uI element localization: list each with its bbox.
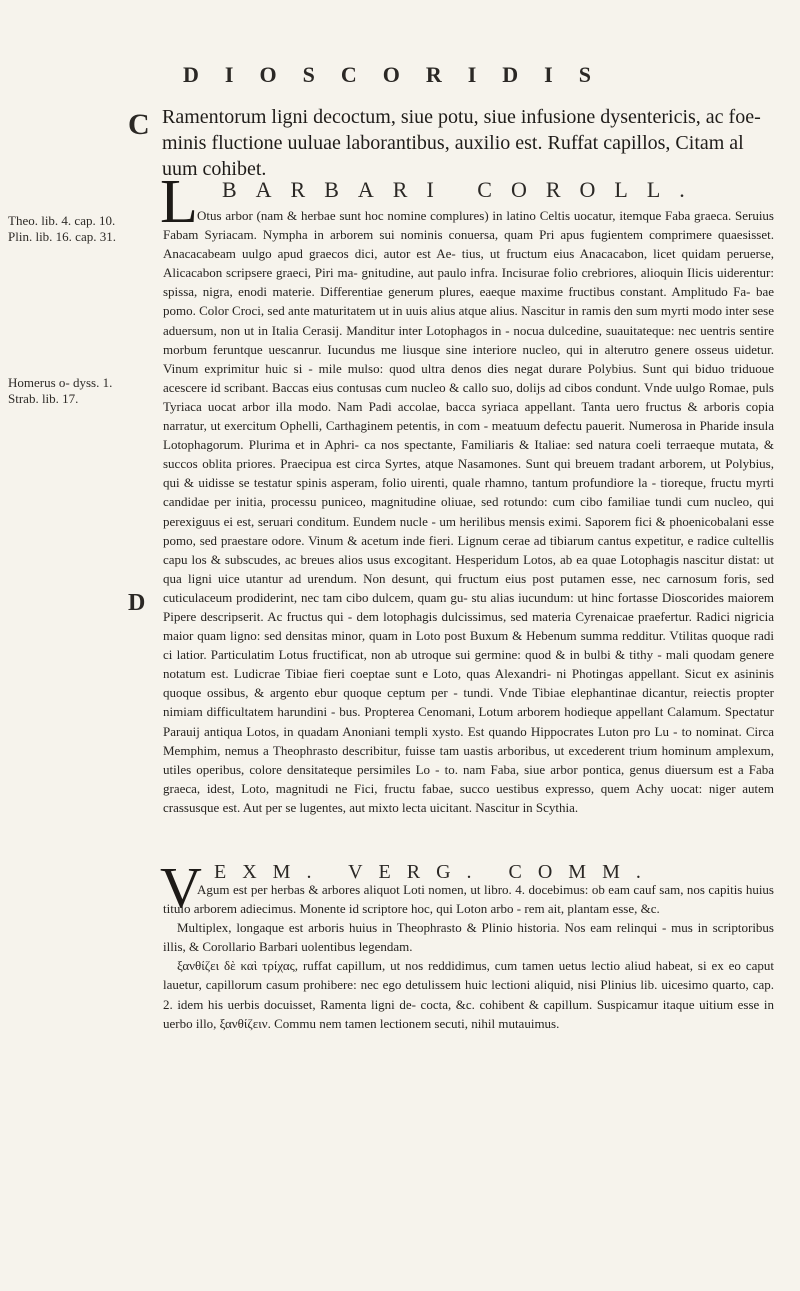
running-head: DIOSCORIDIS (183, 62, 617, 87)
margin-note-homerus: Homerus o- dyss. 1. Strab. lib. 17. (8, 375, 113, 406)
drop-cap-v: V (160, 855, 202, 920)
exm-commentary (163, 880, 774, 1033)
exm-heading: EXM. VERG. COMM. (214, 861, 657, 883)
intro-paragraph: Ramentorum ligni decoctum, siue potu, siue infusione dysentericis, ac foe- minis fluctione uuluae laborantibus, auxilio est. Ruffat capillos, Citam al uum cohibet. (162, 106, 761, 180)
exm-paragraph-1: Agum est per herbas & arbores aliquot Loti nomen, ut libro. 4. docebimus: ob eam cauf sam, nos capitis huius titulo arborem adiecimus. Monente id scriptore hoc, qui Loton arbo - rem ait, plantam esse, &c. (163, 882, 774, 917)
exm-paragraph-3: ξανθίζει δὲ καὶ τρίχας, ruffat capillum, ut nos reddidimus, cum tamen uetus lectio aliud habeat, si ex eo caput lauetur, capillorum casum prohibere: nec ego detulissem huic lectioni aliquid, nisi Plinius lib. uicesimo quarto, cap. 2. idem his uerbis docuisset, Ramenta ligni de- cocta, &c. cohibent & capillum. Suspicamur itaque uitium esse in uerbo illo, ξανθίζειν. Commu nem tamen lectionem secuti, nihil mutauimus. (163, 958, 774, 1031)
margin-note-theophrastus: Theo. lib. 4. cap. 10. Plin. lib. 16. cap. 31. (8, 213, 116, 244)
section-marker-c: C (128, 108, 150, 141)
drop-cap-l: L (160, 168, 198, 236)
barbari-paragraph: Otus arbor (nam & herbae sunt hoc nomine complures) in latino Celtis uocatur, itemque Faba graeca. Seruius Fabam Syriacam. Nympha in arborem sui nominis conuersa, quam Pri apus fugientem comprimere quaesisset. Anacacabeam uulgo apud graecos dici, autor est Ae- tius, ut fructum eius Anacacabon, licet quidam peruerse, Alicacabon scripsere graeci, Piri ma- gnitudine, aut paulo infra. Incisurae folio crebriores, alioquin Ilicis uiderentur: spissa, nigra, enodi materie. Differentiae generum plures, eaeque maxime fructibus constant. Amplitudo Fa- bae pomo. Color Croci, sed ante maturitatem ut in uuis alius atque alius. Nascitur in ramis den sum myrti modo inter sese aduersum, non ut in Italia Cerasij. Manditur inter Lotophagos in - nocua dulcedine, suauitateque: nec uentris sentire morbum feruntque uescanrur. Iucundus me liusque sine interiore nucleo, qui in alterutro genere osseus uidetur. Vinum exprimitur huic si - mile mulso: quod ultra denos dies negat durare Polybius. Sunt qui biduo triduoue acescere id scribant. Baccas eius contusas cum nucleo & callo suo, dolijs ad cibos condunt. Vnde uulgo Romae, puls Tyriaca uocat arbor illa modo. Nam Padi accolae, bacca syriaca appellant. Tanta uero fructus & arboris copia narratur, ut exercitum Ophelli, Carthaginem petentis, in com - meatuum defectu pauerit. Numerosa in Pharide insula Lotophagorum. Plurima et in Aphri- ca nos spectante, Familiaris & Italiae: sed natura coeli terraeque mutata, & succos oblita priores. Praecipua est circa Syrtes, atque Nasamones. Sunt qui breuem tradant arborem, ut Polybius, qui & uidisse se testatur spinis asperam, folio uirenti, quale rhamno, tantum profundiore la - tioreque, fructu myrti candidae per initia, processu puniceo, magnitudine oliuae, sed rotundo: cum cibo familiae tundi cum nucleo, qui perexiguus ei est, seruari conditum. Eundem nucle - um herilibus mensis eximi. Saporem fici & phoenicobalani esse pomo, sed praestare odore. Vinum & acetum inde fieri. Lignum cerae ad tibiarum cantus expetitur, e radice cultellis capu los & subscudes, ac breues alios usus excogitant. Hesperidum Lotos, ab ea quae Lotophagis nascitur distat: ut qua ligni uice utantur ad urendum. Non desunt, qui fructum eius post putamen esse, nec carnosum foris, sed cuticulaceum prodiderint, nec tam cibo dulcem, quam gu- stu alias iucundum: ut hinc fortasse Dioscorides maiorem Pipere descripserit. Ac fructus qui - dem lotophagis dulcissimus, sed materia Cyrenaicae praefertur. Radici nigricia maior quam ligno: sed densitas minor, quam in Loto post Buxum & Hebenum summa redditur. Vtilitas quoque radi ci latior. Particulatim Lotus fructificat, non ab utroque sui germine: quod & in bulbi & tithy - mali quodam genere notatum est. Ludicrae Tibiae fieri coeptae sunt e Loto, quas Alexandri- ni Photingas appellant. Sicut ex asininis quoque ossibus, & argento ebur quoque ceptum per - tundi. Vnde Tibiae elephantinae dicantur, reiectis propter nimiam difficultatem harundini - bus. Propterea Cenomani, Lotum arborem hodieque appellant Calamum. Spectatur Parauij antiqua Lotos, in quadam Anoniani templi xysto. Est quando Hippocrates Luton pro Lu - to nominat. Circa Memphim, nemus a Theophrasto describitur, fuisse tam uastis arboribus, ut excederent trium hominum amplexum, utiles operibus, colore densitateque persimiles Lo - to. nam Faba, siue arbor pontica, genus diuersum est a Faba graeca, idest, Loto, magnitudi ne Fici, fructu fabae, succo uestibus expresso, quem Achy uocat: niger autem crassusque est. Aut per se lugentes, aut mixto lecta uicitant. Nascitur in Scythia. (163, 208, 774, 815)
exm-paragraph-2: Multiplex, longaque est arboris huius in Theophrasto & Plinio historia. Nos eam relinqui - mus in scriptoribus illis, & Corollario Barbari uolentibus legendam. (163, 920, 774, 955)
barbari-heading: BARBARI COROLL. (222, 177, 704, 202)
section-marker-d: D (128, 590, 146, 616)
